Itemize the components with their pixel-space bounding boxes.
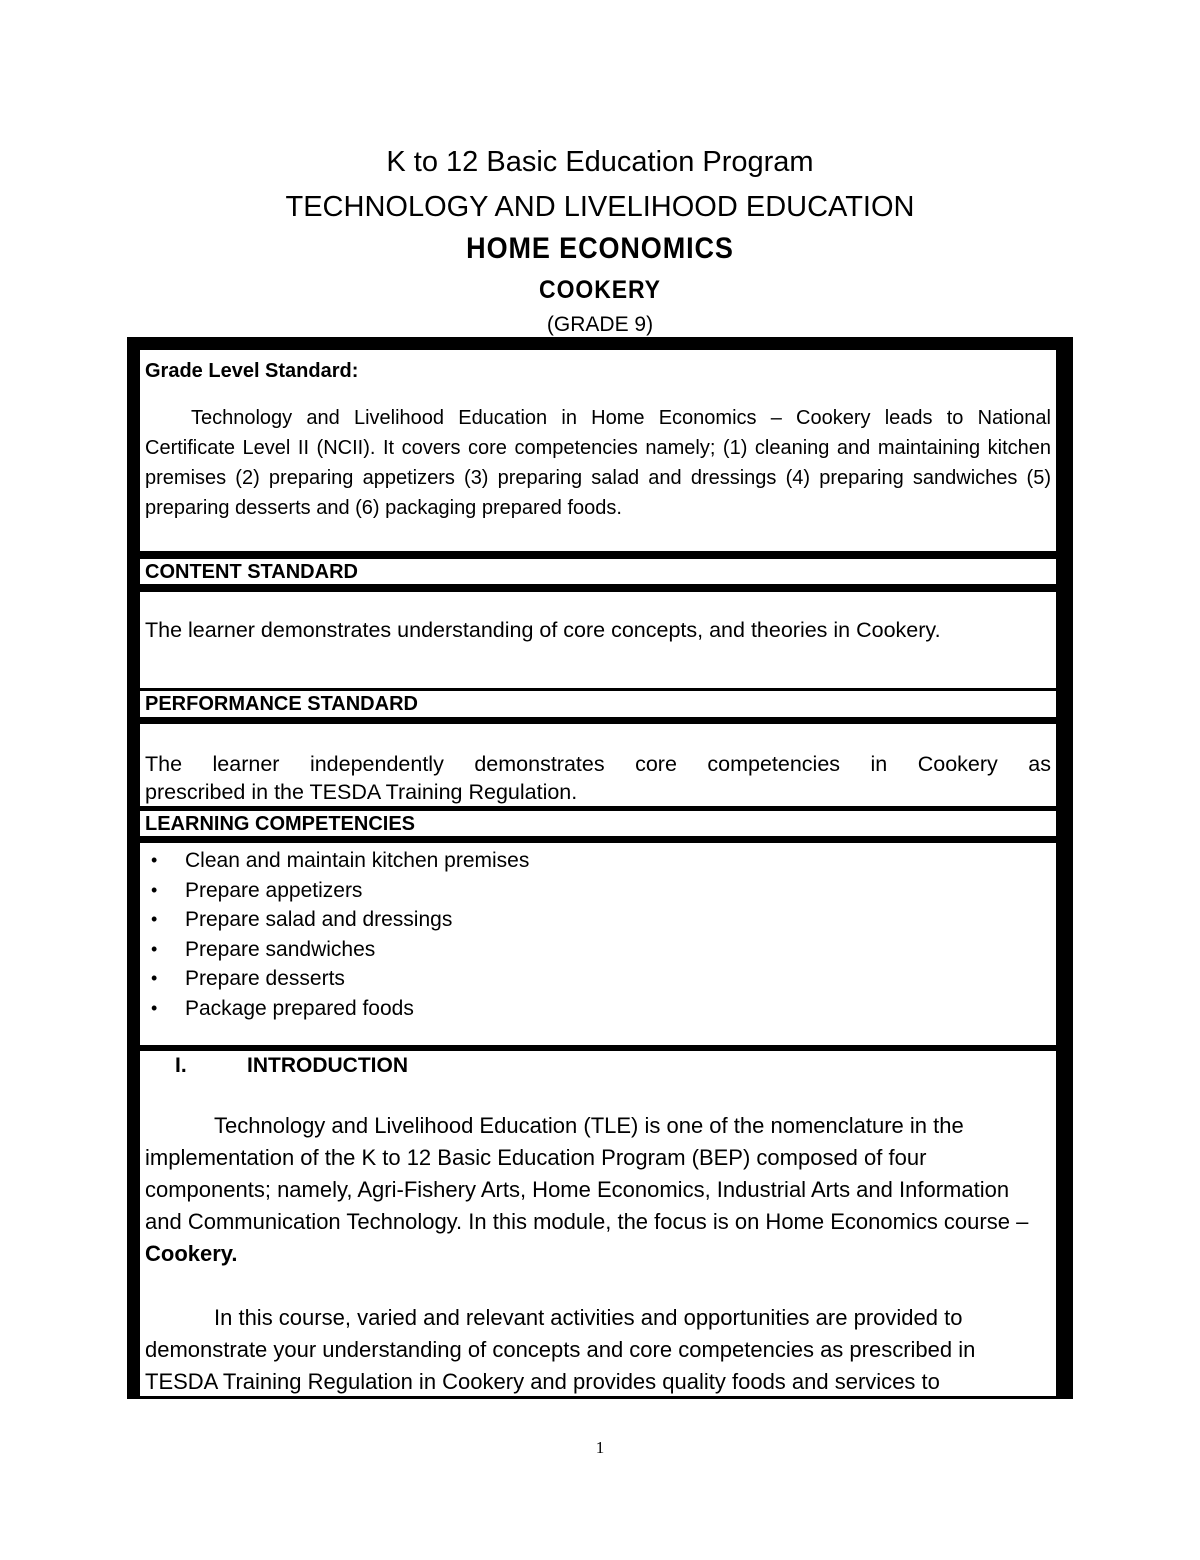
content-standard-header-row [137, 556, 1059, 587]
introduction-paragraph-2: In this course, varied and relevant activities and opportunities are provided to demonstrate your understanding of concepts and core competencies as prescribed in TESDA Training Regulation in Cookery and provides quality foods and services to [145, 1305, 976, 1394]
content-standard-heading: CONTENT STANDARD [145, 561, 358, 583]
performance-standard-heading: PERFORMANCE STANDARD [145, 693, 418, 715]
introduction-number: I. [175, 1054, 187, 1077]
bullet-icon: • [151, 938, 158, 959]
page-number: 1 [595, 1438, 605, 1457]
list-item: • Prepare sandwiches [145, 935, 1051, 965]
grade-label: (GRADE 9) [546, 313, 654, 336]
bullet-icon: • [151, 997, 158, 1018]
course-title: HOME ECONOMICS [466, 232, 734, 265]
specialization-title: COOKERY [539, 276, 661, 304]
bullet-icon: • [151, 850, 158, 870]
list-item: • Prepare salad and dressings [145, 905, 1051, 935]
list-item: • Package prepared foods [145, 994, 1051, 1024]
bullet-icon: • [151, 968, 158, 988]
introduction-paragraph-1: Technology and Livelihood Education (TLE) is one of the nomenclature in the implementation of the K to 12 Basic Education Program (BEP) composed of four components; namely, Agri-Fishery Arts, Home Economics, Industrial Arts and Information and Communication Technology. In this module, the focus is on Home Economics course – Cookery. [145, 1113, 1029, 1266]
list-item: • Clean and maintain kitchen premises [145, 846, 1051, 876]
bullet-icon: • [151, 909, 158, 929]
learning-competencies-heading: LEARNING COMPETENCIES [145, 813, 416, 835]
program-title: K to 12 Basic Education Program [386, 146, 814, 178]
grade-level-body: Technology and Livelihood Education in Home Economics – Cookery leads to National Certificate Level II (NCII). It covers core competencies namely; (1) cleaning and maintaining kitchen premises (2) preparing appetizers (3) preparing salad and dressings (4) preparing sandwiches (5) preparing desserts and (6) packaging prepared foods. [145, 407, 1051, 519]
content-standard-section [137, 589, 1059, 691]
introduction-section [137, 1048, 1059, 1396]
list-item: • Prepare appetizers [145, 876, 1051, 906]
list-item: • Prepare desserts [145, 964, 1051, 994]
grade-level-section [137, 347, 1059, 554]
content-standard-body: The learner demonstrates understanding of core concepts, and theories in Cookery. [145, 618, 941, 642]
introduction-heading: INTRODUCTION [247, 1054, 408, 1077]
learning-competencies-section [137, 840, 1059, 1048]
course-name-emphasis: Cookery. [145, 1241, 238, 1266]
performance-standard-header-row [137, 688, 1059, 720]
bullet-icon: • [151, 879, 158, 900]
performance-standard-body-line1: The learner independently demonstrates core competencies in Cookery as [145, 752, 1051, 776]
performance-standard-section [137, 721, 1059, 809]
introduction-heading-row [145, 1052, 1051, 1080]
performance-standard-body-line2: prescribed in the TESDA Training Regulation. [145, 780, 578, 804]
grade-level-heading: Grade Level Standard: [145, 360, 359, 382]
curriculum-frame [127, 337, 1073, 1399]
subject-title: TECHNOLOGY AND LIVELIHOOD EDUCATION [285, 191, 915, 223]
competency-list [145, 846, 1051, 1023]
learning-competencies-header-row [137, 808, 1059, 839]
